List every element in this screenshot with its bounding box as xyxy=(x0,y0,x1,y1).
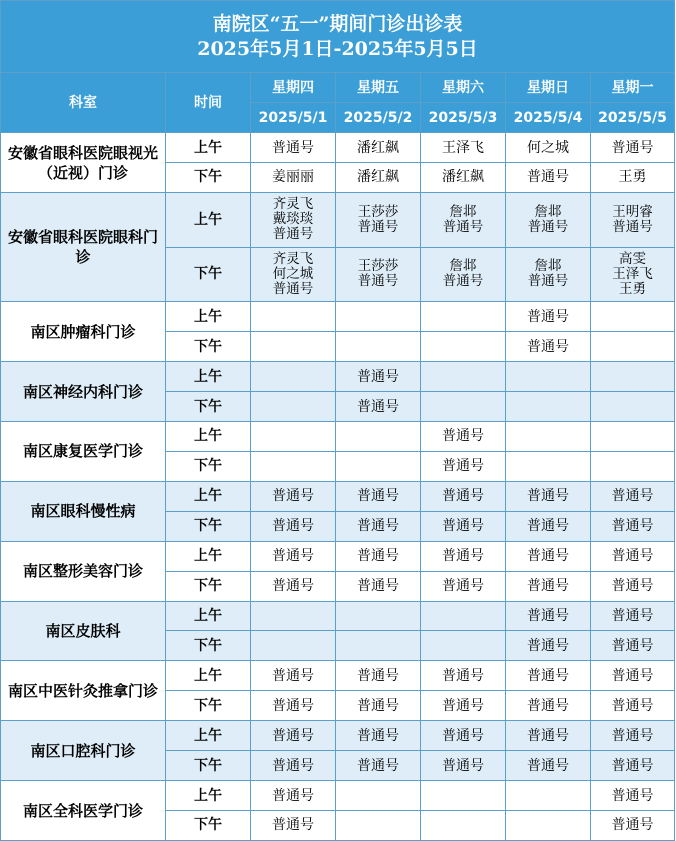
schedule-cell xyxy=(591,392,675,422)
schedule-cell: 普通号 xyxy=(506,163,591,193)
schedule-cell: 普通号 xyxy=(336,362,421,392)
schedule-cell: 普通号 xyxy=(506,571,591,601)
schedule-row xyxy=(1,781,675,811)
schedule-cell xyxy=(421,362,506,392)
schedule-cell xyxy=(336,302,421,332)
header-date: 2025/5/2 xyxy=(336,103,421,133)
schedule-cell: 普通号 xyxy=(251,751,336,781)
schedule-cell xyxy=(421,332,506,362)
schedule-cell: 普通号 xyxy=(251,721,336,751)
time-slot-label: 下午 xyxy=(166,571,251,601)
schedule-row xyxy=(1,541,675,571)
schedule-row xyxy=(1,721,675,751)
schedule-cell: 潘红飙 xyxy=(336,133,421,163)
department-name: 南区肿瘤科门诊 xyxy=(1,302,166,362)
schedule-cell: 普通号 xyxy=(421,511,506,541)
schedule-cell xyxy=(506,392,591,422)
schedule-cell: 普通号 xyxy=(591,571,675,601)
schedule-cell: 詹邶 普通号 xyxy=(421,192,506,247)
schedule-cell: 普通号 xyxy=(421,421,506,451)
department-name: 南区康复医学门诊 xyxy=(1,421,166,481)
schedule-cell xyxy=(336,810,421,840)
time-slot-label: 下午 xyxy=(166,511,251,541)
time-slot-label: 上午 xyxy=(166,481,251,511)
schedule-cell: 普通号 xyxy=(506,481,591,511)
schedule-cell: 普通号 xyxy=(591,631,675,661)
schedule-body xyxy=(1,1,675,841)
schedule-row xyxy=(1,481,675,511)
schedule-cell: 普通号 xyxy=(591,481,675,511)
schedule-cell: 普通号 xyxy=(251,810,336,840)
schedule-cell xyxy=(421,810,506,840)
schedule-cell xyxy=(251,332,336,362)
schedule-cell: 普通号 xyxy=(251,691,336,721)
department-name: 安徽省眼科医院眼视光（近视）门诊 xyxy=(1,133,166,193)
schedule-cell: 姜丽丽 xyxy=(251,163,336,193)
schedule-row xyxy=(1,133,675,163)
schedule-cell: 普通号 xyxy=(506,541,591,571)
department-name: 南区整形美容门诊 xyxy=(1,541,166,601)
schedule-cell: 普通号 xyxy=(336,571,421,601)
schedule-cell xyxy=(506,781,591,811)
schedule-cell: 普通号 xyxy=(421,541,506,571)
schedule-cell: 普通号 xyxy=(251,133,336,163)
header-date: 2025/5/3 xyxy=(421,103,506,133)
header-dept: 科室 xyxy=(1,73,166,133)
schedule-cell xyxy=(336,451,421,481)
schedule-cell: 普通号 xyxy=(506,332,591,362)
time-slot-label: 下午 xyxy=(166,392,251,422)
schedule-row xyxy=(1,421,675,451)
time-slot-label: 上午 xyxy=(166,541,251,571)
schedule-cell: 普通号 xyxy=(251,571,336,601)
schedule-cell: 何之城 xyxy=(506,133,591,163)
schedule-cell: 普通号 xyxy=(336,751,421,781)
schedule-cell: 普通号 xyxy=(506,661,591,691)
department-name: 安徽省眼科医院眼科门诊 xyxy=(1,192,166,301)
schedule-cell: 普通号 xyxy=(506,511,591,541)
schedule-row xyxy=(1,661,675,691)
schedule-cell: 齐灵飞 何之城 普通号 xyxy=(251,247,336,302)
schedule-cell: 普通号 xyxy=(506,302,591,332)
schedule-row xyxy=(1,362,675,392)
schedule-cell xyxy=(506,362,591,392)
title-line-2: 2025年5月1日-2025年5月5日 xyxy=(197,37,478,60)
header-date: 2025/5/4 xyxy=(506,103,591,133)
schedule-row xyxy=(1,192,675,247)
schedule-cell: 普通号 xyxy=(421,661,506,691)
schedule-cell xyxy=(591,332,675,362)
schedule-cell: 普通号 xyxy=(421,451,506,481)
schedule-cell: 王明睿 普通号 xyxy=(591,192,675,247)
schedule-row xyxy=(1,601,675,631)
department-name: 南区口腔科门诊 xyxy=(1,721,166,781)
schedule-cell: 普通号 xyxy=(251,661,336,691)
time-slot-label: 上午 xyxy=(166,721,251,751)
schedule-cell: 普通号 xyxy=(506,721,591,751)
time-slot-label: 上午 xyxy=(166,661,251,691)
schedule-cell: 普通号 xyxy=(421,751,506,781)
department-name: 南区眼科慢性病 xyxy=(1,481,166,541)
time-slot-label: 下午 xyxy=(166,163,251,193)
schedule-cell xyxy=(591,451,675,481)
time-slot-label: 下午 xyxy=(166,332,251,362)
schedule-cell: 高雯 王泽飞 王勇 xyxy=(591,247,675,302)
header-date: 2025/5/1 xyxy=(251,103,336,133)
schedule-cell: 王莎莎 普通号 xyxy=(336,192,421,247)
schedule-row xyxy=(1,302,675,332)
header-time: 时间 xyxy=(166,73,251,133)
header-weekday: 星期六 xyxy=(421,73,506,103)
department-name: 南区中医针灸推拿门诊 xyxy=(1,661,166,721)
time-slot-label: 下午 xyxy=(166,247,251,302)
schedule-cell: 潘红飙 xyxy=(421,163,506,193)
time-slot-label: 下午 xyxy=(166,691,251,721)
schedule-cell xyxy=(591,362,675,392)
time-slot-label: 下午 xyxy=(166,631,251,661)
schedule-cell: 普通号 xyxy=(591,541,675,571)
schedule-cell: 普通号 xyxy=(421,481,506,511)
schedule-cell xyxy=(251,302,336,332)
department-name: 南区皮肤科 xyxy=(1,601,166,661)
schedule-cell: 普通号 xyxy=(506,631,591,661)
schedule-cell: 普通号 xyxy=(336,392,421,422)
schedule-cell: 普通号 xyxy=(591,751,675,781)
schedule-cell xyxy=(336,332,421,362)
schedule-cell: 普通号 xyxy=(336,661,421,691)
time-slot-label: 上午 xyxy=(166,302,251,332)
time-slot-label: 上午 xyxy=(166,192,251,247)
header-date: 2025/5/5 xyxy=(591,103,675,133)
schedule-cell: 普通号 xyxy=(591,781,675,811)
header-weekday: 星期五 xyxy=(336,73,421,103)
schedule-cell xyxy=(591,302,675,332)
schedule-cell xyxy=(336,781,421,811)
time-slot-label: 上午 xyxy=(166,781,251,811)
schedule-cell: 普通号 xyxy=(421,691,506,721)
schedule-cell xyxy=(251,421,336,451)
department-name: 南区神经内科门诊 xyxy=(1,362,166,422)
time-slot-label: 下午 xyxy=(166,751,251,781)
schedule-cell xyxy=(506,451,591,481)
schedule-cell xyxy=(336,601,421,631)
schedule-cell xyxy=(591,421,675,451)
schedule-cell xyxy=(421,392,506,422)
schedule-cell: 普通号 xyxy=(336,481,421,511)
schedule-cell: 普通号 xyxy=(591,810,675,840)
time-slot-label: 上午 xyxy=(166,601,251,631)
schedule-cell: 王莎莎 普通号 xyxy=(336,247,421,302)
schedule-cell: 詹邶 普通号 xyxy=(506,247,591,302)
schedule-cell xyxy=(336,631,421,661)
schedule-cell: 普通号 xyxy=(506,691,591,721)
schedule-cell: 潘红飙 xyxy=(336,163,421,193)
title-line-1: 南院区“五一”期间门诊出诊表 xyxy=(212,12,463,35)
table-title xyxy=(1,1,675,73)
schedule-cell xyxy=(506,421,591,451)
schedule-cell xyxy=(251,392,336,422)
header-weekday-row xyxy=(1,73,675,103)
schedule-cell: 普通号 xyxy=(421,721,506,751)
header-weekday: 星期日 xyxy=(506,73,591,103)
schedule-cell: 普通号 xyxy=(421,571,506,601)
schedule-cell xyxy=(251,631,336,661)
schedule-cell: 王勇 xyxy=(591,163,675,193)
department-name: 南区全科医学门诊 xyxy=(1,781,166,841)
schedule-cell xyxy=(506,810,591,840)
schedule-cell: 普通号 xyxy=(591,511,675,541)
schedule-cell: 普通号 xyxy=(251,511,336,541)
schedule-cell: 普通号 xyxy=(251,781,336,811)
schedule-cell: 普通号 xyxy=(336,721,421,751)
schedule-cell: 王泽飞 xyxy=(421,133,506,163)
schedule-cell: 普通号 xyxy=(591,661,675,691)
schedule-cell xyxy=(421,601,506,631)
schedule-cell xyxy=(251,451,336,481)
time-slot-label: 下午 xyxy=(166,451,251,481)
schedule-cell xyxy=(421,781,506,811)
schedule-cell: 普通号 xyxy=(506,751,591,781)
schedule-cell: 普通号 xyxy=(251,481,336,511)
title-row xyxy=(1,1,675,73)
header-weekday: 星期四 xyxy=(251,73,336,103)
schedule-cell: 普通号 xyxy=(336,511,421,541)
schedule-cell xyxy=(251,362,336,392)
schedule-cell: 普通号 xyxy=(591,691,675,721)
schedule-cell: 詹邶 普通号 xyxy=(506,192,591,247)
time-slot-label: 上午 xyxy=(166,362,251,392)
schedule-cell: 普通号 xyxy=(336,691,421,721)
schedule-cell xyxy=(251,601,336,631)
schedule-cell: 普通号 xyxy=(591,133,675,163)
schedule-cell: 齐灵飞 戴琰琰 普通号 xyxy=(251,192,336,247)
schedule-cell: 詹邶 普通号 xyxy=(421,247,506,302)
schedule-cell: 普通号 xyxy=(506,601,591,631)
header-weekday: 星期一 xyxy=(591,73,675,103)
schedule-cell xyxy=(421,302,506,332)
time-slot-label: 上午 xyxy=(166,421,251,451)
time-slot-label: 上午 xyxy=(166,133,251,163)
time-slot-label: 下午 xyxy=(166,810,251,840)
schedule-cell xyxy=(336,421,421,451)
schedule-cell: 普通号 xyxy=(336,541,421,571)
schedule-cell: 普通号 xyxy=(591,601,675,631)
schedule-cell: 普通号 xyxy=(591,721,675,751)
schedule-cell xyxy=(421,631,506,661)
schedule-cell: 普通号 xyxy=(251,541,336,571)
